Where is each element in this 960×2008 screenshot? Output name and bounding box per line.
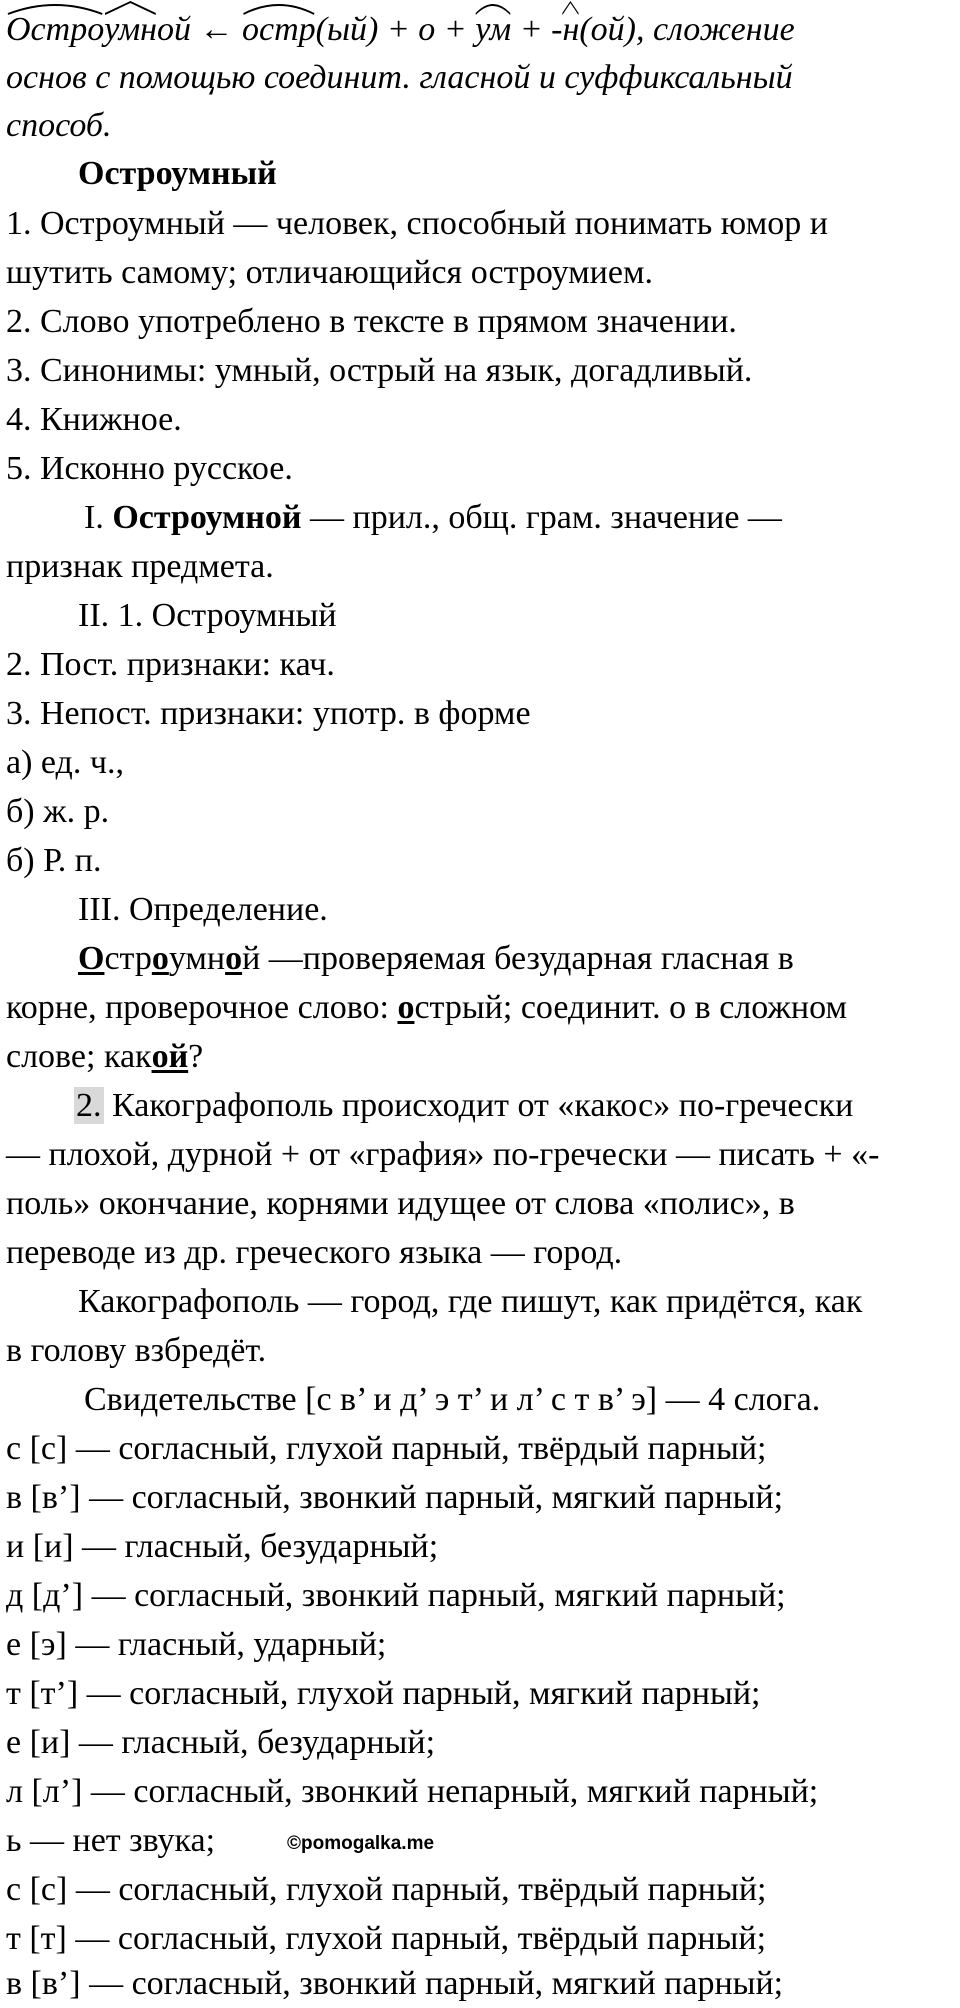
spelling-line-1: Остроумной —проверяемая безударная гласная в: [78, 940, 794, 977]
task2-paragraph-2: Какографополь — город, где пишут, как придётся, как: [78, 1283, 863, 1320]
sound-line: с [с] — согласный, глухой парный, твёрдый парный;: [6, 1430, 767, 1467]
morph-analysis-part-1-cont: признак предмета.: [6, 548, 274, 585]
sound-line: с [с] — согласный, глухой парный, твёрдый парный;: [6, 1871, 767, 1908]
morpheme-line-2: основ с помощью соединит. гласной и суффиксальный: [6, 59, 793, 96]
spelling-line-2: корне, проверочное слово: острый; соединит. о в сложном: [6, 989, 847, 1026]
sound-line: в [в’] — согласный, звонкий парный, мягкий парный;: [6, 1965, 784, 2002]
sound-line: е [э] — гласный, ударный;: [6, 1626, 387, 1663]
sound-line: д [д’] — согласный, звонкий парный, мягкий парный;: [6, 1577, 786, 1614]
sound-line: т [т] — согласный, глухой парный, твёрдый парный;: [6, 1920, 767, 1957]
morph-analysis-part-2: II. 1. Остроумный: [78, 597, 337, 634]
lexical-item: 4. Книжное.: [6, 401, 182, 438]
lexical-item: шутить самому; отличающийся остроумием.: [6, 254, 653, 291]
lexical-item: 5. Исконно русское.: [6, 450, 293, 487]
morph-feature: 2. Пост. признаки: кач.: [6, 646, 335, 683]
suffix-hat-1: умн: [104, 10, 157, 50]
task2-paragraph-2-cont: в голову взбредёт.: [6, 1332, 267, 1369]
lexical-heading: Остроумный: [78, 155, 277, 192]
sound-line: е [и] — гласный, безударный;: [6, 1724, 436, 1761]
root-arc-1: Остро: [6, 10, 104, 50]
task2-line-1: 2. Какографополь происходит от «какос» по-гречески: [76, 1087, 854, 1124]
task2-line: переводе из др. греческого языка — город.: [6, 1234, 623, 1271]
suffix-hat-2: н: [562, 10, 579, 50]
sound-line: ь — нет звука;: [6, 1822, 216, 1859]
sound-line: и [и] — гласный, безударный;: [6, 1528, 439, 1565]
task2-line: — плохой, дурной + от «графия» по-гречески — писать + «-: [6, 1136, 880, 1173]
morph-feature: б) ж. р.: [6, 793, 110, 830]
morph-analysis-part-3: III. Определение.: [78, 891, 328, 928]
morpheme-line-1: Остро умной ← остр(ый) + о + ум + - н(ой), сложение: [6, 10, 795, 50]
sound-line: л [л’] — согласный, звонкий непарный, мягкий парный;: [6, 1773, 819, 1810]
spelling-line-3: слове; какой?: [6, 1038, 204, 1075]
morph-feature: 3. Непост. признаки: употр. в форме: [6, 695, 531, 732]
task2-line: поль» окончание, корнями идущее от слова «полис», в: [6, 1185, 795, 1222]
lexical-item: 2. Слово употреблено в тексте в прямом значении.: [6, 303, 737, 340]
root-arc-2: остр: [242, 10, 316, 50]
phonetic-heading: Свидетельстве [с в’ и д’ э т’ и л’ с т в’ э] — 4 слога.: [84, 1381, 821, 1418]
morpheme-line-3: способ.: [6, 107, 112, 144]
sound-line: в [в’] — согласный, звонкий парный, мягкий парный;: [6, 1479, 784, 1516]
morph-feature: а) ед. ч.,: [6, 744, 124, 781]
morph-feature: б) Р. п.: [6, 842, 102, 879]
watermark: ©pomogalka.me: [287, 1833, 435, 1854]
task-number-badge: 2.: [76, 1087, 102, 1124]
sound-line: т [т’] — согласный, глухой парный, мягкий парный;: [6, 1675, 761, 1712]
lexical-item: 1. Остроумный — человек, способный понимать юмор и: [6, 205, 828, 242]
morph-analysis-part-1: I. Остроумной — прил., общ. грам. значение —: [84, 499, 782, 536]
lexical-item: 3. Синонимы: умный, острый на язык, догадливый.: [6, 352, 753, 389]
root-arc-3: ум: [475, 10, 511, 50]
